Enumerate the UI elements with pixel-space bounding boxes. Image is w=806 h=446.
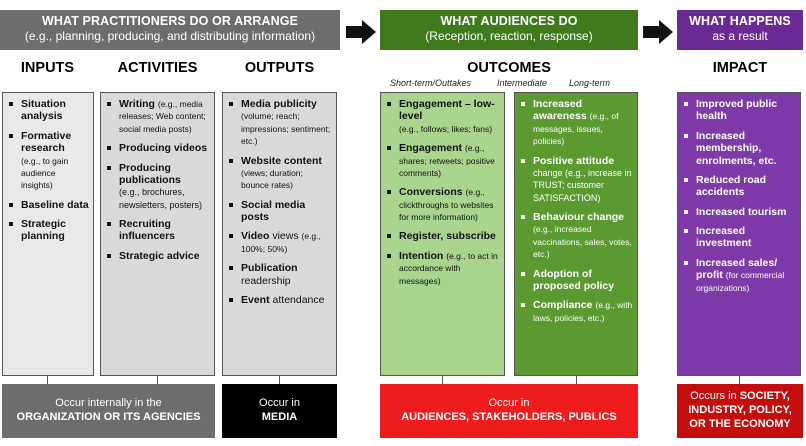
list-item: Positive attitude change (e.g., increase in TRUST; customer SATISFACTION) — [521, 155, 633, 205]
list-item: Engagement – low-level (e.g., follows; likes; fans) — [387, 98, 500, 135]
list-item: Increased investment — [684, 225, 796, 250]
list-item: Event attendance — [229, 294, 332, 306]
list-item: Register, subscribe — [387, 230, 500, 242]
list-item: Adoption of proposed policy — [521, 268, 633, 293]
banner-audiences-title: WHAT AUDIENCES DO — [440, 14, 578, 28]
list-item: Conversions (e.g., clickthroughs to websites for more information) — [387, 186, 500, 223]
banner-happens — [677, 10, 803, 50]
list-item: Situation analysis — [9, 98, 89, 123]
list-item: Publication readership — [229, 262, 332, 287]
outputs-box — [222, 92, 337, 376]
list-item: Intention (e.g., to act in accordance with messages) — [387, 250, 500, 287]
arrow-right-icon — [643, 20, 673, 44]
list-item: Producing publications (e.g., brochures, newsletters, posters) — [107, 162, 210, 212]
list-item: Formative research (e.g., to gain audience insights) — [9, 130, 89, 192]
list-item: Media publicity (volume; reach; impressions; sentiment; etc.) — [229, 98, 332, 148]
connector-line — [157, 376, 158, 384]
list-item: Website content (views; duration; bounce rates) — [229, 155, 332, 192]
banner-practitioners — [0, 10, 340, 50]
banner-happens-subtitle: as a result — [712, 29, 768, 43]
column-header-activities: ACTIVITIES — [117, 60, 198, 76]
footer-media — [222, 384, 337, 438]
activities-box — [100, 92, 215, 376]
footer-society-line3: OR THE ECONOMY — [689, 417, 791, 430]
list-item: Producing videos — [107, 142, 210, 154]
list-item: Strategic advice — [107, 250, 210, 262]
column-header-impact: IMPACT — [712, 60, 768, 76]
list-item: Baseline data — [9, 199, 89, 211]
list-item: Behaviour change (e.g., increased vaccinations, sales, votes, etc.) — [521, 211, 633, 261]
column-header-outputs: OUTPUTS — [244, 60, 315, 76]
short-term-box — [380, 92, 505, 376]
connector-line — [739, 376, 740, 384]
banner-practitioners-subtitle: (e.g., planning, producing, and distributing information) — [24, 29, 316, 43]
subhead-intermediate: Intermediate — [497, 78, 548, 88]
list-item: Compliance (e.g., with laws, policies, etc.) — [521, 299, 633, 324]
banner-audiences-subtitle: (Reception, reaction, response) — [425, 29, 593, 43]
connector-line — [442, 376, 443, 384]
footer-organization — [2, 384, 215, 438]
list-item: Increased membership, enrolments, etc. — [684, 130, 796, 167]
footer-audiences-line2: AUDIENCES, STAKEHOLDERS, PUBLICS — [401, 411, 617, 423]
inputs-box — [2, 92, 94, 376]
banner-audiences — [380, 10, 638, 50]
connector-line — [47, 376, 48, 384]
long-term-box — [514, 92, 638, 376]
list-item: Improved public health — [684, 98, 796, 123]
footer-organization-line1: Occur internally in the — [55, 397, 162, 410]
arrow-right-icon — [346, 20, 376, 44]
footer-society-line1: Occurs in SOCIETY, — [690, 390, 790, 403]
footer-society-line2: INDUSTRY, POLICY, — [688, 404, 792, 417]
banner-happens-title: WHAT HAPPENS — [689, 14, 791, 28]
list-item: Social media posts — [229, 199, 332, 224]
footer-organization-line2: ORGANIZATION OR ITS AGENCIES — [16, 411, 201, 423]
footer-society — [677, 384, 803, 438]
column-header-outcomes: OUTCOMES — [467, 60, 551, 76]
connector-line — [279, 376, 280, 384]
list-item: Increased sales/ profit (for commercial organizations) — [684, 257, 796, 294]
column-header-inputs: INPUTS — [20, 60, 75, 76]
list-item: Increased tourism — [684, 206, 796, 218]
footer-media-line1: Occur in — [259, 397, 300, 410]
list-item: Recruiting influencers — [107, 218, 210, 243]
list-item: Reduced road accidents — [684, 174, 796, 199]
list-item: Engagement (e.g., shares; retweets; positive comments) — [387, 142, 500, 179]
list-item: Strategic planning — [9, 218, 89, 243]
subhead-long-term: Long-term — [569, 78, 611, 88]
impact-box — [677, 92, 801, 376]
banner-practitioners-title: WHAT PRACTITIONERS DO OR ARRANGE — [42, 14, 298, 28]
list-item: Video views (e.g., 100%; 50%) — [229, 230, 332, 255]
subhead-short-term: Short-term/Outtakes — [390, 78, 472, 88]
connector-line — [576, 376, 577, 384]
footer-audiences — [380, 384, 638, 438]
footer-media-line2: MEDIA — [261, 411, 298, 423]
list-item: Increased awareness (e.g., of messages, issues, policies) — [521, 98, 633, 148]
list-item: Writing (e.g., media releases; Web content; social media posts) — [107, 98, 210, 135]
footer-audiences-line1: Occur in — [488, 397, 530, 410]
